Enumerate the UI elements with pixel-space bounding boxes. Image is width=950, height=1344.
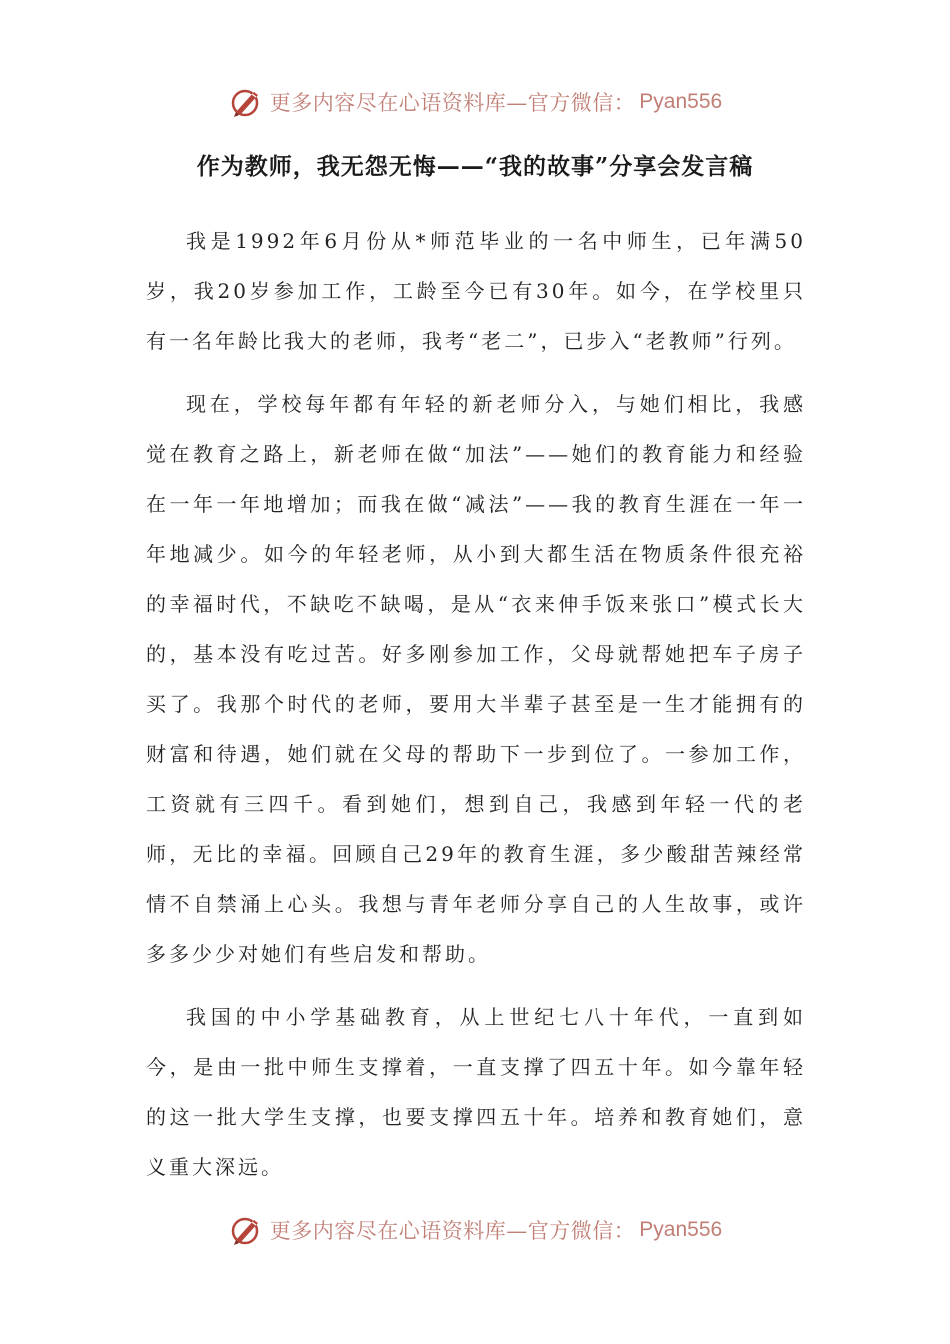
- footer-banner: [0, 1210, 950, 1250]
- pen-circle-logo-icon: [228, 84, 264, 120]
- header-banner: [0, 82, 950, 122]
- banner-wechat-id: Pyan556: [639, 90, 723, 113]
- paragraph-1: 我是1992年6月份从*师范毕业的一名中师生，已年满50岁，我20岁参加工作，工龄至今已有30年。如今，在学校里只有一名年龄比我大的老师，我考“老二”，已步入“老教师”行列。: [146, 229, 806, 353]
- document-body: [146, 216, 806, 1205]
- paragraph-2: 现在，学校每年都有年轻的新老师分入，与她们相比，我感觉在教育之路上，新老师在做“加法”——她们的教育能力和经验在一年一年地增加；而我在做“减法”——我的教育生涯在一年一年地减少。如今的年轻老师，从小到大都生活在物质条件很充裕的幸福时代，不缺吃不缺喝，是从“衣来伸手饭来张口”模式长大的，基本没有吃过苦。好多刚参加工作，父母就帮她把车子房子买了。我那个时代的老师，要用大半辈子甚至是一生才能拥有的财富和待遇，她们就在父母的帮助下一步到位了。一参加工作，工资就有三四千。看到她们，想到自己，我感到年轻一代的老师，无比的幸福。回顾自己29年的教育生涯，多少酸甜苦辣经常情不自禁涌上心头。我想与青年老师分享自己的人生故事，或许多多少少对她们有些启发和帮助。: [146, 392, 806, 966]
- paragraph-3: 我国的中小学基础教育，从上世纪七八十年代，一直到如今，是由一批中师生支撑着，一直支撑了四五十年。如今靠年轻的这一批大学生支撑，也要支撑四五十年。培养和教育她们，意义重大深远。: [146, 1005, 806, 1179]
- banner-wechat-id: Pyan556: [639, 1218, 723, 1241]
- pen-circle-logo-icon: [228, 1212, 264, 1248]
- banner-text: 更多内容尽在心语资料库—官方微信：: [269, 1219, 636, 1243]
- document-title: 作为教师，我无怨无悔——“我的故事”分享会发言稿: [196, 153, 754, 180]
- banner-text: 更多内容尽在心语资料库—官方微信：: [269, 91, 636, 115]
